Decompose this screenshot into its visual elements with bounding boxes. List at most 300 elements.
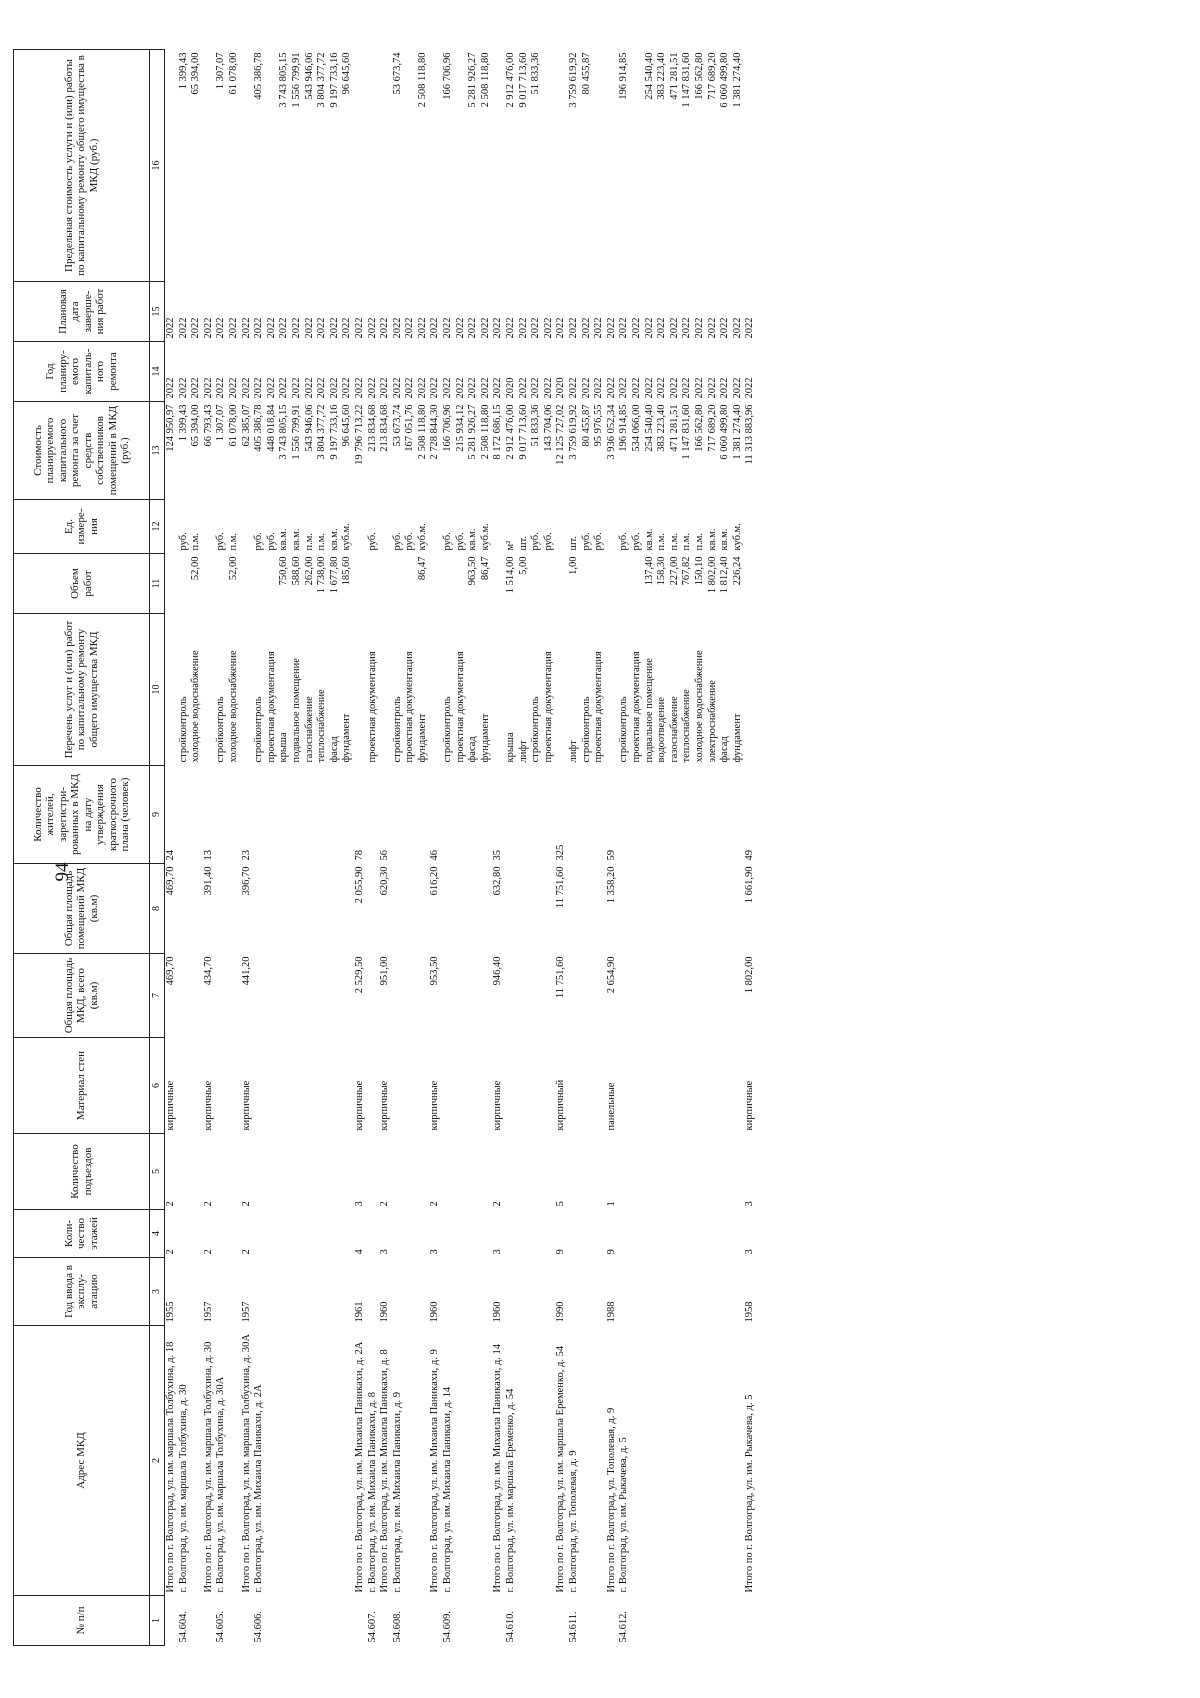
table-cell [543, 1596, 556, 1646]
table-cell: Итого по г. Волгоград, ул. им. маршала Толбухина, д. 30А [240, 1334, 252, 1593]
table-cell: 325 [555, 844, 567, 861]
table-cell [606, 1596, 619, 1646]
table-cell: 1 802,00 [706, 556, 718, 594]
table-cell: 166 706,96 [442, 404, 454, 452]
table-cell [392, 1210, 405, 1258]
table-cell: 2 508 118,80 [479, 404, 491, 460]
table-cell: кв.м. [719, 528, 731, 551]
table-cell: 35 [492, 850, 504, 861]
column-header: Год планиру-емого капиталь-ного ремонта [14, 342, 150, 402]
column-header: Адрес МКД [14, 1326, 150, 1596]
table-cell [417, 864, 430, 954]
table-cell: 95 976,55 [593, 404, 605, 447]
table-cell [228, 1596, 241, 1646]
table-cell: 54.604. [177, 1611, 189, 1643]
table-cell: 1 556 799,91 [290, 404, 302, 460]
table-cell: 1 307,07 [215, 52, 227, 90]
table-cell [543, 50, 556, 282]
table-cell: 3 [744, 1201, 756, 1207]
table-row [530, 50, 543, 1646]
table-cell: 2022 [290, 317, 302, 339]
table-cell: 19 796 713,22 [353, 404, 365, 465]
table-cell: фундамент [479, 713, 491, 763]
table-cell [329, 1326, 342, 1596]
table-cell: 471 281,51 [668, 52, 680, 100]
table-cell [228, 1258, 241, 1326]
table-cell: 2 912 476,00 [505, 52, 517, 108]
table-cell [241, 614, 254, 766]
column-header: Плановая дата заверше-ния работ [14, 282, 150, 342]
header-row [14, 50, 150, 1646]
table-cell [606, 614, 619, 766]
table-cell: проектная документация [366, 651, 378, 763]
table-cell [644, 1134, 657, 1210]
table-cell: 620,30 [379, 866, 391, 896]
table-cell [215, 554, 228, 614]
table-cell [329, 1596, 342, 1646]
table-cell [278, 1210, 291, 1258]
table-row [581, 50, 594, 1646]
table-cell [732, 954, 745, 1038]
table-cell: 23 [240, 850, 252, 861]
table-cell: 2022 [593, 317, 605, 339]
table-cell: 383 223,40 [656, 52, 668, 100]
column-number: 14 [150, 342, 165, 402]
table-cell [467, 864, 480, 954]
table-cell: 2022 [265, 317, 277, 339]
table-cell: 1988 [605, 1301, 617, 1323]
table-cell: 2022 [630, 377, 642, 399]
table-cell: м² [505, 540, 517, 551]
table-cell: 448 018,84 [265, 404, 277, 452]
table-cell [417, 766, 430, 864]
table-cell: руб. [391, 532, 403, 551]
table-cell [555, 1596, 568, 1646]
table-cell [417, 1038, 430, 1134]
column-header: Перечень услуг и (или) работ по капитальному ремонту общего имущества МКД [14, 614, 150, 766]
table-cell: фундамент [731, 713, 743, 763]
table-cell [228, 1326, 241, 1596]
table-cell: 2022 [580, 317, 592, 339]
table-cell: кв.м. [467, 528, 479, 551]
table-row [593, 50, 606, 1646]
table-cell: 2022 [744, 377, 756, 399]
table-cell: куб.м. [731, 523, 743, 551]
table-cell: проектная документация [454, 651, 466, 763]
table-cell [719, 1326, 732, 1596]
table-cell: кв.м. [328, 528, 340, 551]
table-cell: 12 125 727,02 [555, 404, 567, 465]
table-cell [429, 1596, 442, 1646]
table-cell [593, 1596, 606, 1646]
table-cell [568, 1210, 581, 1258]
table-cell: куб.м. [479, 523, 491, 551]
table-cell [530, 1134, 543, 1210]
table-cell [367, 1038, 380, 1134]
table-cell: лифт [568, 740, 579, 763]
table-cell: 2022 [719, 317, 731, 339]
table-cell: 2022 [240, 317, 252, 339]
table-cell: 2 529,50 [353, 956, 365, 994]
table-cell [669, 1210, 682, 1258]
table-row [568, 50, 581, 1646]
table-cell [618, 1038, 631, 1134]
table-cell [732, 1134, 745, 1210]
table-cell [543, 1210, 556, 1258]
table-cell [568, 864, 581, 954]
table-cell [518, 954, 531, 1038]
table-cell: 588,60 [290, 556, 302, 586]
table-row [241, 50, 254, 1646]
table-cell [681, 1134, 694, 1210]
table-cell [367, 864, 380, 954]
table-cell: Итого по г. Волгоград, ул. им. маршала Толбухина, д. 30 [202, 1341, 214, 1593]
table-cell [266, 1326, 279, 1596]
table-cell [694, 954, 707, 1038]
table-cell [732, 864, 745, 954]
column-header: Материал стен [14, 1038, 150, 1134]
table-cell [681, 864, 694, 954]
table-cell: 2 508 118,80 [416, 52, 428, 108]
table-cell [505, 864, 518, 954]
table-cell [417, 954, 430, 1038]
table-cell [291, 1258, 304, 1326]
table-cell: 262,00 [303, 556, 315, 586]
table-cell [278, 1134, 291, 1210]
table-row [215, 50, 228, 1646]
table-cell [316, 954, 329, 1038]
table-cell: 2022 [316, 377, 328, 399]
table-row [669, 50, 682, 1646]
table-cell [669, 1326, 682, 1596]
table-cell: проектная документация [542, 651, 554, 763]
table-cell: 54.610. [505, 1611, 517, 1643]
column-header: Коли-чество этажей [14, 1210, 150, 1258]
table-row [253, 50, 266, 1646]
table-row [228, 50, 241, 1646]
table-cell: г. Волгоград, ул. им. маршала Толбухина, д. 30 [177, 1384, 189, 1593]
table-cell: кирпичные [202, 1080, 214, 1131]
table-cell [253, 864, 266, 954]
table-cell: 54.607. [366, 1611, 378, 1643]
table-cell [719, 1210, 732, 1258]
table-cell [228, 954, 241, 1038]
table-cell [316, 1038, 329, 1134]
table-cell: 543 946,06 [303, 404, 315, 452]
column-header: Предельная стоимость услуги и (или) работы по капитальному ремонту общего имущества в МКД (руб.) [14, 50, 150, 282]
table-cell [404, 1326, 417, 1596]
table-cell [178, 864, 191, 954]
table-cell: 52,00 [227, 556, 239, 581]
table-cell: 1960 [492, 1301, 504, 1323]
table-cell: 2022 [505, 317, 517, 339]
table-cell: водоотведение [656, 697, 668, 763]
table-cell [656, 766, 669, 864]
table-cell: 65 394,00 [190, 404, 202, 447]
table-cell: 2022 [454, 317, 466, 339]
table-cell [618, 554, 631, 614]
table-cell [392, 766, 405, 864]
table-cell [304, 1134, 317, 1210]
table-row [442, 50, 455, 1646]
table-cell [543, 766, 556, 864]
table-cell [329, 766, 342, 864]
table-cell [304, 864, 317, 954]
table-cell [581, 864, 594, 954]
table-cell [379, 614, 392, 766]
table-cell [669, 1134, 682, 1210]
table-cell [266, 864, 279, 954]
table-cell [530, 766, 543, 864]
table-cell: 3 [429, 1249, 441, 1255]
table-cell [316, 1326, 329, 1596]
table-cell: 2022 [492, 377, 504, 399]
table-cell: 3 936 052,34 [605, 404, 617, 460]
table-cell [404, 766, 417, 864]
table-cell [190, 864, 203, 954]
table-cell [492, 50, 505, 282]
table-cell [392, 954, 405, 1038]
table-cell [656, 1326, 669, 1596]
table-cell: панельные [605, 1082, 617, 1131]
table-cell: холодное водоснабжение [693, 650, 705, 763]
table-cell [392, 1134, 405, 1210]
table-cell: 254 540,40 [643, 404, 655, 452]
table-cell: 2022 [429, 317, 441, 339]
table-cell: 6 060 499,80 [719, 404, 731, 460]
table-cell [442, 864, 455, 954]
table-cell: 2 [202, 1201, 214, 1207]
table-cell [329, 1258, 342, 1326]
table-cell: 86,47 [416, 556, 428, 581]
table-cell: 632,80 [492, 866, 504, 896]
table-cell: Итого по г. Волгоград, ул. им. маршала Еременко, д. 54 [555, 1345, 567, 1593]
table-cell [304, 1326, 317, 1596]
table-cell [467, 1210, 480, 1258]
table-cell: куб.м. [341, 523, 353, 551]
table-row [354, 50, 367, 1646]
table-cell [631, 50, 644, 282]
table-cell [631, 1134, 644, 1210]
table-cell [467, 1258, 480, 1326]
table-cell [669, 954, 682, 1038]
table-cell [530, 1326, 543, 1596]
table-cell [253, 1258, 266, 1326]
table-cell [278, 864, 291, 954]
table-cell [631, 1596, 644, 1646]
table-cell [644, 1210, 657, 1258]
column-header: Общая площадь помещений МКД (кв.м) [14, 864, 150, 954]
table-cell [304, 766, 317, 864]
table-cell: 1955 [165, 1301, 176, 1323]
table-cell: 11 313 883,96 [744, 404, 756, 465]
table-cell [631, 1038, 644, 1134]
table-cell [631, 766, 644, 864]
column-header: Стоимость планируемого капитального ремонта за счет средств собственников помещений в МКД (руб.) [14, 402, 150, 500]
table-row [178, 50, 191, 1646]
table-cell: руб. [442, 532, 454, 551]
table-cell: 1961 [353, 1301, 365, 1323]
table-cell [253, 766, 266, 864]
table-cell: 52,00 [190, 556, 202, 581]
table-row [165, 50, 178, 1646]
table-cell [304, 1258, 317, 1326]
table-cell: 2022 [693, 377, 705, 399]
table-cell: фасад [719, 736, 731, 763]
table-cell [316, 1258, 329, 1326]
table-cell: 2022 [643, 317, 655, 339]
table-cell [719, 1038, 732, 1134]
table-cell: 2022 [593, 377, 605, 399]
table-row [341, 50, 354, 1646]
table-cell: 54.611. [568, 1611, 579, 1643]
table-cell [291, 864, 304, 954]
table-cell [228, 766, 241, 864]
table-cell [178, 1038, 191, 1134]
table-cell: 2 055,90 [353, 866, 365, 904]
table-cell [480, 766, 493, 864]
table-cell [480, 1134, 493, 1210]
table-row [505, 50, 518, 1646]
table-cell [215, 1210, 228, 1258]
table-cell [681, 1038, 694, 1134]
table-cell [732, 1038, 745, 1134]
table-cell: 56 [379, 850, 391, 861]
table-cell [543, 1326, 556, 1596]
table-cell: 2022 [568, 317, 579, 339]
table-cell: 2022 [530, 317, 542, 339]
table-cell: 441,20 [240, 956, 252, 986]
table-body [165, 50, 757, 1646]
table-cell: фундамент [341, 713, 353, 763]
table-cell [442, 1258, 455, 1326]
table-cell: 2022 [643, 377, 655, 399]
table-cell [530, 554, 543, 614]
table-cell [215, 1258, 228, 1326]
table-cell: 1 399,43 [177, 52, 189, 90]
table-cell: 49 [744, 850, 756, 861]
table-cell: стройконтроль [215, 696, 227, 763]
table-cell: 405 386,78 [253, 404, 265, 452]
table-cell [404, 954, 417, 1038]
table-cell [203, 1596, 216, 1646]
table-cell [694, 1326, 707, 1596]
table-cell [253, 954, 266, 1038]
table-cell: руб. [215, 532, 227, 551]
table-cell: 2022 [568, 377, 579, 399]
table-cell [631, 554, 644, 614]
table-row [732, 50, 745, 1646]
table-cell [241, 554, 254, 614]
table-cell [190, 1258, 203, 1326]
table-cell: 3 759 619,92 [568, 404, 579, 460]
table-cell [316, 864, 329, 954]
table-row [644, 50, 657, 1646]
table-cell: теплоснабжение [316, 689, 328, 763]
table-cell [744, 1596, 757, 1646]
table-cell [455, 864, 468, 954]
table-cell: 2022 [744, 317, 756, 339]
table-cell: 2022 [215, 377, 227, 399]
table-cell [707, 766, 720, 864]
table-cell [455, 1134, 468, 1210]
table-cell [341, 954, 354, 1038]
table-cell: 166 562,80 [693, 404, 705, 452]
table-cell [505, 1258, 518, 1326]
table-cell [354, 1596, 367, 1646]
table-cell [178, 1258, 191, 1326]
table-cell [618, 864, 631, 954]
table-cell: 405 386,78 [253, 52, 265, 100]
table-cell [744, 500, 757, 554]
table-cell: 3 [744, 1249, 756, 1255]
table-cell: 2022 [580, 377, 592, 399]
table-cell: 2022 [618, 377, 630, 399]
table-cell [480, 1038, 493, 1134]
table-cell: 96 645,60 [341, 52, 353, 95]
table-cell [404, 864, 417, 954]
table-row [681, 50, 694, 1646]
table-cell [455, 1258, 468, 1326]
table-cell [606, 554, 619, 614]
table-cell [291, 766, 304, 864]
table-cell [467, 1038, 480, 1134]
table-cell: 3 [492, 1249, 504, 1255]
table-cell: 2022 [442, 377, 454, 399]
table-cell [304, 1596, 317, 1646]
table-cell: 2022 [530, 377, 542, 399]
table-cell [480, 1258, 493, 1326]
table-cell: 2022 [341, 377, 353, 399]
table-cell [379, 50, 392, 282]
table-cell: 2022 [353, 317, 365, 339]
table-cell [278, 766, 291, 864]
table-cell [744, 50, 757, 282]
table-cell: 2022 [366, 377, 378, 399]
table-cell: 158,30 [656, 556, 668, 586]
table-cell [467, 766, 480, 864]
table-cell [593, 766, 606, 864]
table-cell [341, 1258, 354, 1326]
table-cell: 54.612. [618, 1611, 630, 1643]
table-cell [253, 1038, 266, 1134]
table-cell: 2 [240, 1201, 252, 1207]
table-cell: 2022 [492, 317, 504, 339]
table-cell [543, 864, 556, 954]
table-cell: подвальное помещение [643, 658, 655, 763]
table-cell [644, 1258, 657, 1326]
table-cell: фасад [467, 736, 479, 763]
table-cell [505, 1038, 518, 1134]
table-cell [694, 1210, 707, 1258]
table-row [329, 50, 342, 1646]
table-cell: 2022 [429, 377, 441, 399]
table-cell: Итого по г. Волгоград, ул. Тополевая, д. 9 [605, 1407, 617, 1593]
table-cell [429, 614, 442, 766]
table-cell [316, 1210, 329, 1258]
table-cell [681, 954, 694, 1038]
table-cell [530, 1596, 543, 1646]
table-cell: 9 [605, 1249, 617, 1255]
table-cell [266, 1134, 279, 1210]
column-number: 10 [150, 614, 165, 766]
table-cell: 767,82 [681, 556, 693, 586]
table-cell [543, 554, 556, 614]
table-cell: 1 [605, 1201, 617, 1207]
table-cell: 9 017 713,60 [517, 52, 529, 108]
table-cell: 2022 [517, 377, 529, 399]
table-cell [707, 954, 720, 1038]
